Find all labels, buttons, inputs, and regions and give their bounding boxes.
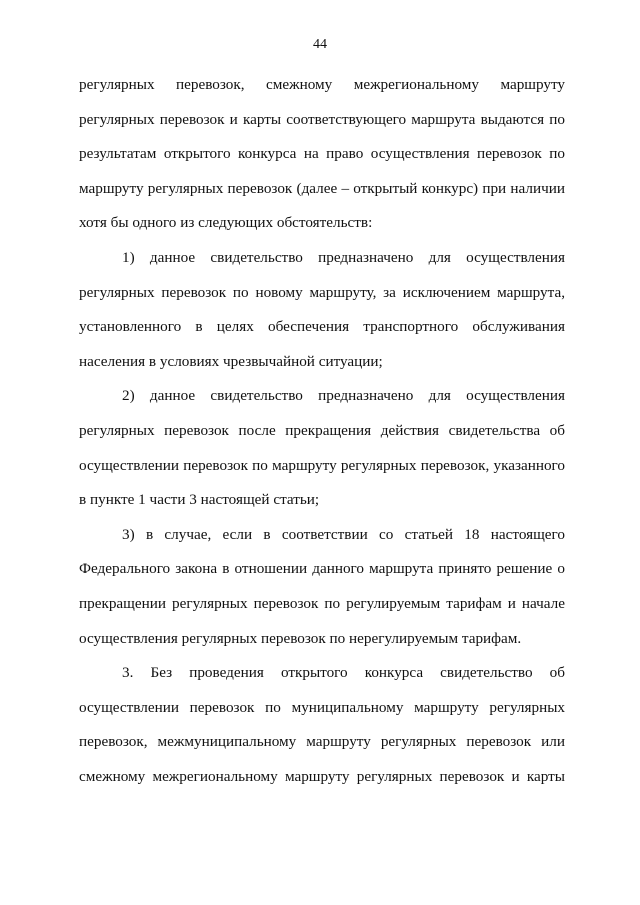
text-line: хотя бы одного из следующих обстоятельств: (79, 214, 373, 232)
text-line: маршруту регулярных перевозок (далее – открытый конкурс) при наличии (79, 179, 565, 197)
text-line: регулярных перевозок после прекращения действия свидетельства об (79, 421, 565, 439)
text-line: регулярных перевозок и карты соответствующего маршрута выдаются по (79, 110, 565, 128)
list-item-2-first-line: 2) данное свидетельство предназначено для осуществления (122, 387, 565, 405)
text-line: регулярных перевозок, смежному межрегиональному маршруту (79, 76, 565, 93)
text-line: смежному межрегиональному маршруту регулярных перевозок и карты (79, 767, 565, 785)
list-item-3-first-line: 3) в случае, если в соответствии со статьей 18 настоящего (122, 525, 565, 543)
text-line: прекращении регулярных перевозок по регулируемым тарифам и начале (79, 594, 565, 612)
section-3-first-line: 3. Без проведения открытого конкурса свидетельство об (122, 664, 565, 682)
text-line: осуществлении перевозок по маршруту регулярных перевозок, указанного (79, 456, 565, 474)
page-number: 44 (313, 37, 327, 52)
text-line: осуществления регулярных перевозок по нерегулируемым тарифам. (79, 629, 522, 647)
text-line: в пункте 1 части 3 настоящей статьи; (79, 491, 320, 509)
text-line: перевозок, межмуниципальному маршруту регулярных перевозок или (79, 733, 565, 751)
text-line: регулярных перевозок по новому маршруту, за исключением маршрута, (79, 283, 565, 301)
list-item-1-first-line: 1) данное свидетельство предназначено для осуществления (122, 248, 565, 266)
text-line: населения в условиях чрезвычайной ситуации; (79, 352, 383, 370)
text-line: осуществлении перевозок по муниципальному маршруту регулярных (79, 698, 565, 716)
document-body (79, 75, 565, 801)
text-line: результатам открытого конкурса на право осуществления перевозок по (79, 145, 565, 163)
text-line: установленного в целях обеспечения транспортного обслуживания (79, 318, 565, 336)
text-line: Федерального закона в отношении данного маршрута принято решение о (79, 560, 565, 578)
